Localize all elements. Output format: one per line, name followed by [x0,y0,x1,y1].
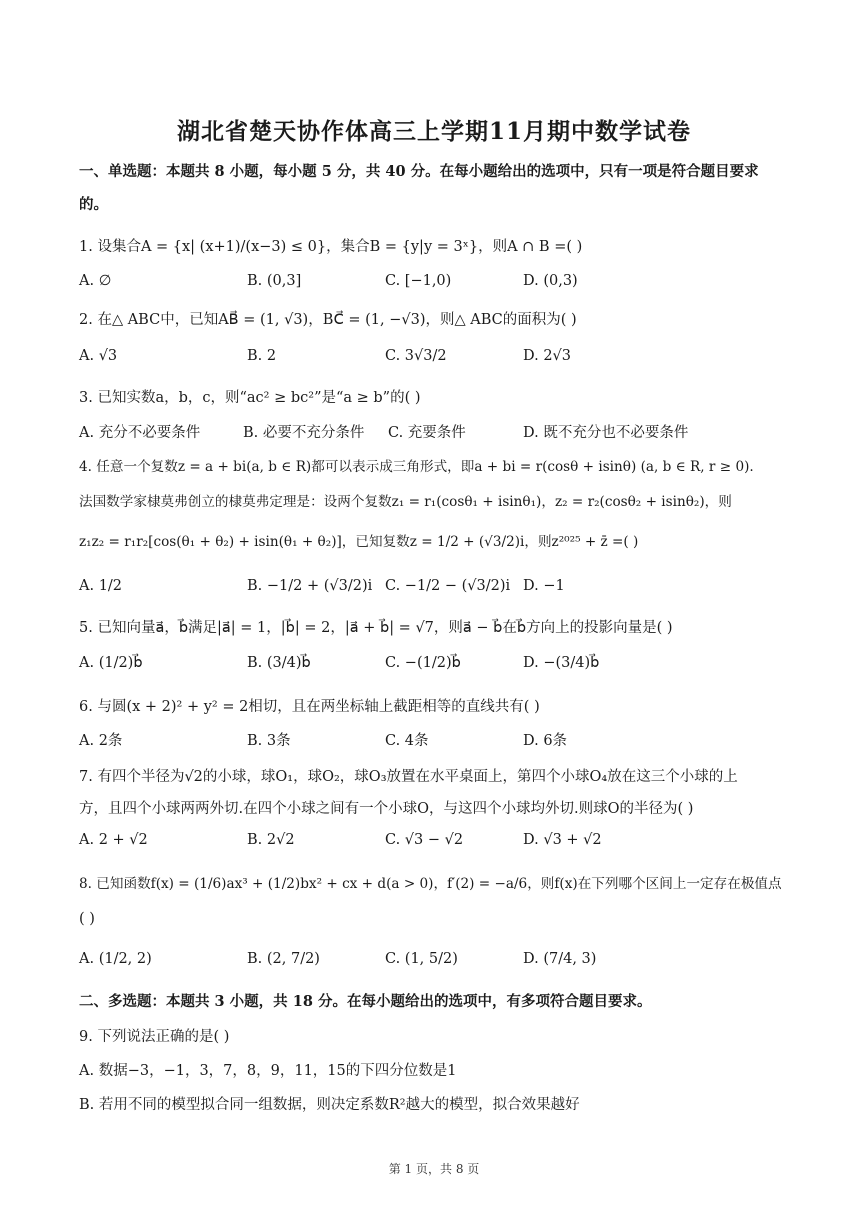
question-1-option-d: D. (0,3) [523,273,578,289]
question-5-option-c: C. −(1/2)b⃗ [385,655,461,671]
question-7-stem-2: 方，且四个小球两两外切.在四个小球之间有一个小球O，与这四个小球均外切.则球O的半径为( ) [79,801,694,817]
question-4-stem-2: 法国数学家棣莫弗创立的棣莫弗定理是：设两个复数z₁ = r₁(cosθ₁ + isinθ₁)，z₂ = r₂(cosθ₂ + isinθ₂)，则 [79,494,732,510]
question-8-option-b: B. (2, 7/2) [247,951,320,967]
question-1-option-b: B. (0,3] [247,273,302,289]
question-8-option-d: D. (7/4, 3) [523,951,597,967]
question-6-option-d: D. 6条 [523,733,568,749]
section-1-heading: 一、单选题：本题共 8 小题，每小题 5 分，共 40 分。在每小题给出的选项中，只有一项是符合题目要求 [79,163,759,180]
question-4-option-a: A. 1/2 [79,578,123,594]
question-3-stem: 3. 已知实数a，b，c，则“ac² ≥ bc²”是“a ≥ b”的( ) [79,390,421,406]
question-7-option-b: B. 2√2 [247,832,295,848]
question-7-option-a: A. 2 + √2 [79,832,148,848]
question-5-option-d: D. −(3/4)b⃗ [523,655,600,671]
page-footer: 第 1 页，共 8 页 [388,1162,480,1176]
question-3-option-a: A. 充分不必要条件 [79,425,201,441]
question-2-option-b: B. 2 [247,348,277,364]
question-5-option-b: B. (3/4)b⃗ [247,655,311,671]
question-4-stem-3: z₁z₂ = r₁r₂[cos(θ₁ + θ₂) + isin(θ₁ + θ₂)]，已知复数z = 1/2 + (√3/2)i，则z²⁰²⁵ + z̄ =( ) [79,534,639,550]
question-8-stem-1: 8. 已知函数f(x) = (1/6)ax³ + (1/2)bx² + cx + d(a > 0)，f′(2) = −a/6，则f(x)在下列哪个区间上一定存在极值点 [79,876,782,892]
question-6-option-a: A. 2条 [79,733,123,749]
question-6-option-c: C. 4条 [385,733,429,749]
question-8-stem-2: ( ) [79,911,95,927]
question-7-stem-1: 7. 有四个半径为√2的小球，球O₁，球O₂，球O₃放置在水平桌面上，第四个小球O₄放在这三个小球的上 [79,769,738,785]
section-1-heading-cont: 的。 [79,196,108,213]
question-5-option-a: A. (1/2)b⃗ [79,655,143,671]
page-title: 湖北省楚天协作体高三上学期11月期中数学试卷 [176,118,691,145]
question-2-stem: 2. 在△ ABC中，已知AB⃗ = (1, √3)，BC⃗ = (1, −√3)，则△ ABC的面积为( ) [79,312,577,328]
question-2-option-d: D. 2√3 [523,348,572,364]
question-4-stem-1: 4. 任意一个复数z = a + bi(a, b ∈ R)都可以表示成三角形式，即a + bi = r(cosθ + isinθ) (a, b ∈ R, r ≥ 0). [79,459,754,475]
question-2-option-a: A. √3 [79,348,118,364]
question-4-option-b: B. −1/2 + (√3/2)i [247,578,373,594]
question-6-option-b: B. 3条 [247,733,291,749]
question-1-option-c: C. [−1,0) [385,273,452,289]
question-9-option-b: B. 若用不同的模型拟合同一组数据，则决定系数R²越大的模型，拟合效果越好 [79,1097,580,1113]
question-3-option-d: D. 既不充分也不必要条件 [523,425,689,441]
question-2-option-c: C. 3√3/2 [385,348,447,364]
question-3-option-b: B. 必要不充分条件 [243,425,365,441]
question-6-stem: 6. 与圆(x + 2)² + y² = 2相切，且在两坐标轴上截距相等的直线共有( ) [79,699,540,715]
question-7-option-d: D. √3 + √2 [523,832,602,848]
question-3-option-c: C. 充要条件 [388,425,466,441]
question-8-option-a: A. (1/2, 2) [79,951,152,967]
question-7-option-c: C. √3 − √2 [385,832,464,848]
question-9-stem: 9. 下列说法正确的是( ) [79,1029,230,1045]
question-9-option-a: A. 数据−3，−1，3，7，8，9，11，15的下四分位数是1 [79,1063,457,1079]
question-1-stem: 1. 设集合A = {x| (x+1)/(x−3) ≤ 0}，集合B = {y|y = 3ˣ}，则A ∩ B =( ) [79,239,583,255]
section-2-heading: 二、多选题：本题共 3 小题，共 18 分。在每小题给出的选项中，有多项符合题目要求。 [79,993,652,1010]
question-4-option-d: D. −1 [523,578,565,594]
question-4-option-c: C. −1/2 − (√3/2)i [385,578,511,594]
question-1-option-a: A. ∅ [79,273,112,289]
question-5-stem: 5. 已知向量a⃗，b⃗满足|a⃗| = 1，|b⃗| = 2，|a⃗ + b⃗| = √7，则a⃗ − b⃗在b⃗方向上的投影向量是( ) [79,620,673,636]
question-8-option-c: C. (1, 5/2) [385,951,458,967]
